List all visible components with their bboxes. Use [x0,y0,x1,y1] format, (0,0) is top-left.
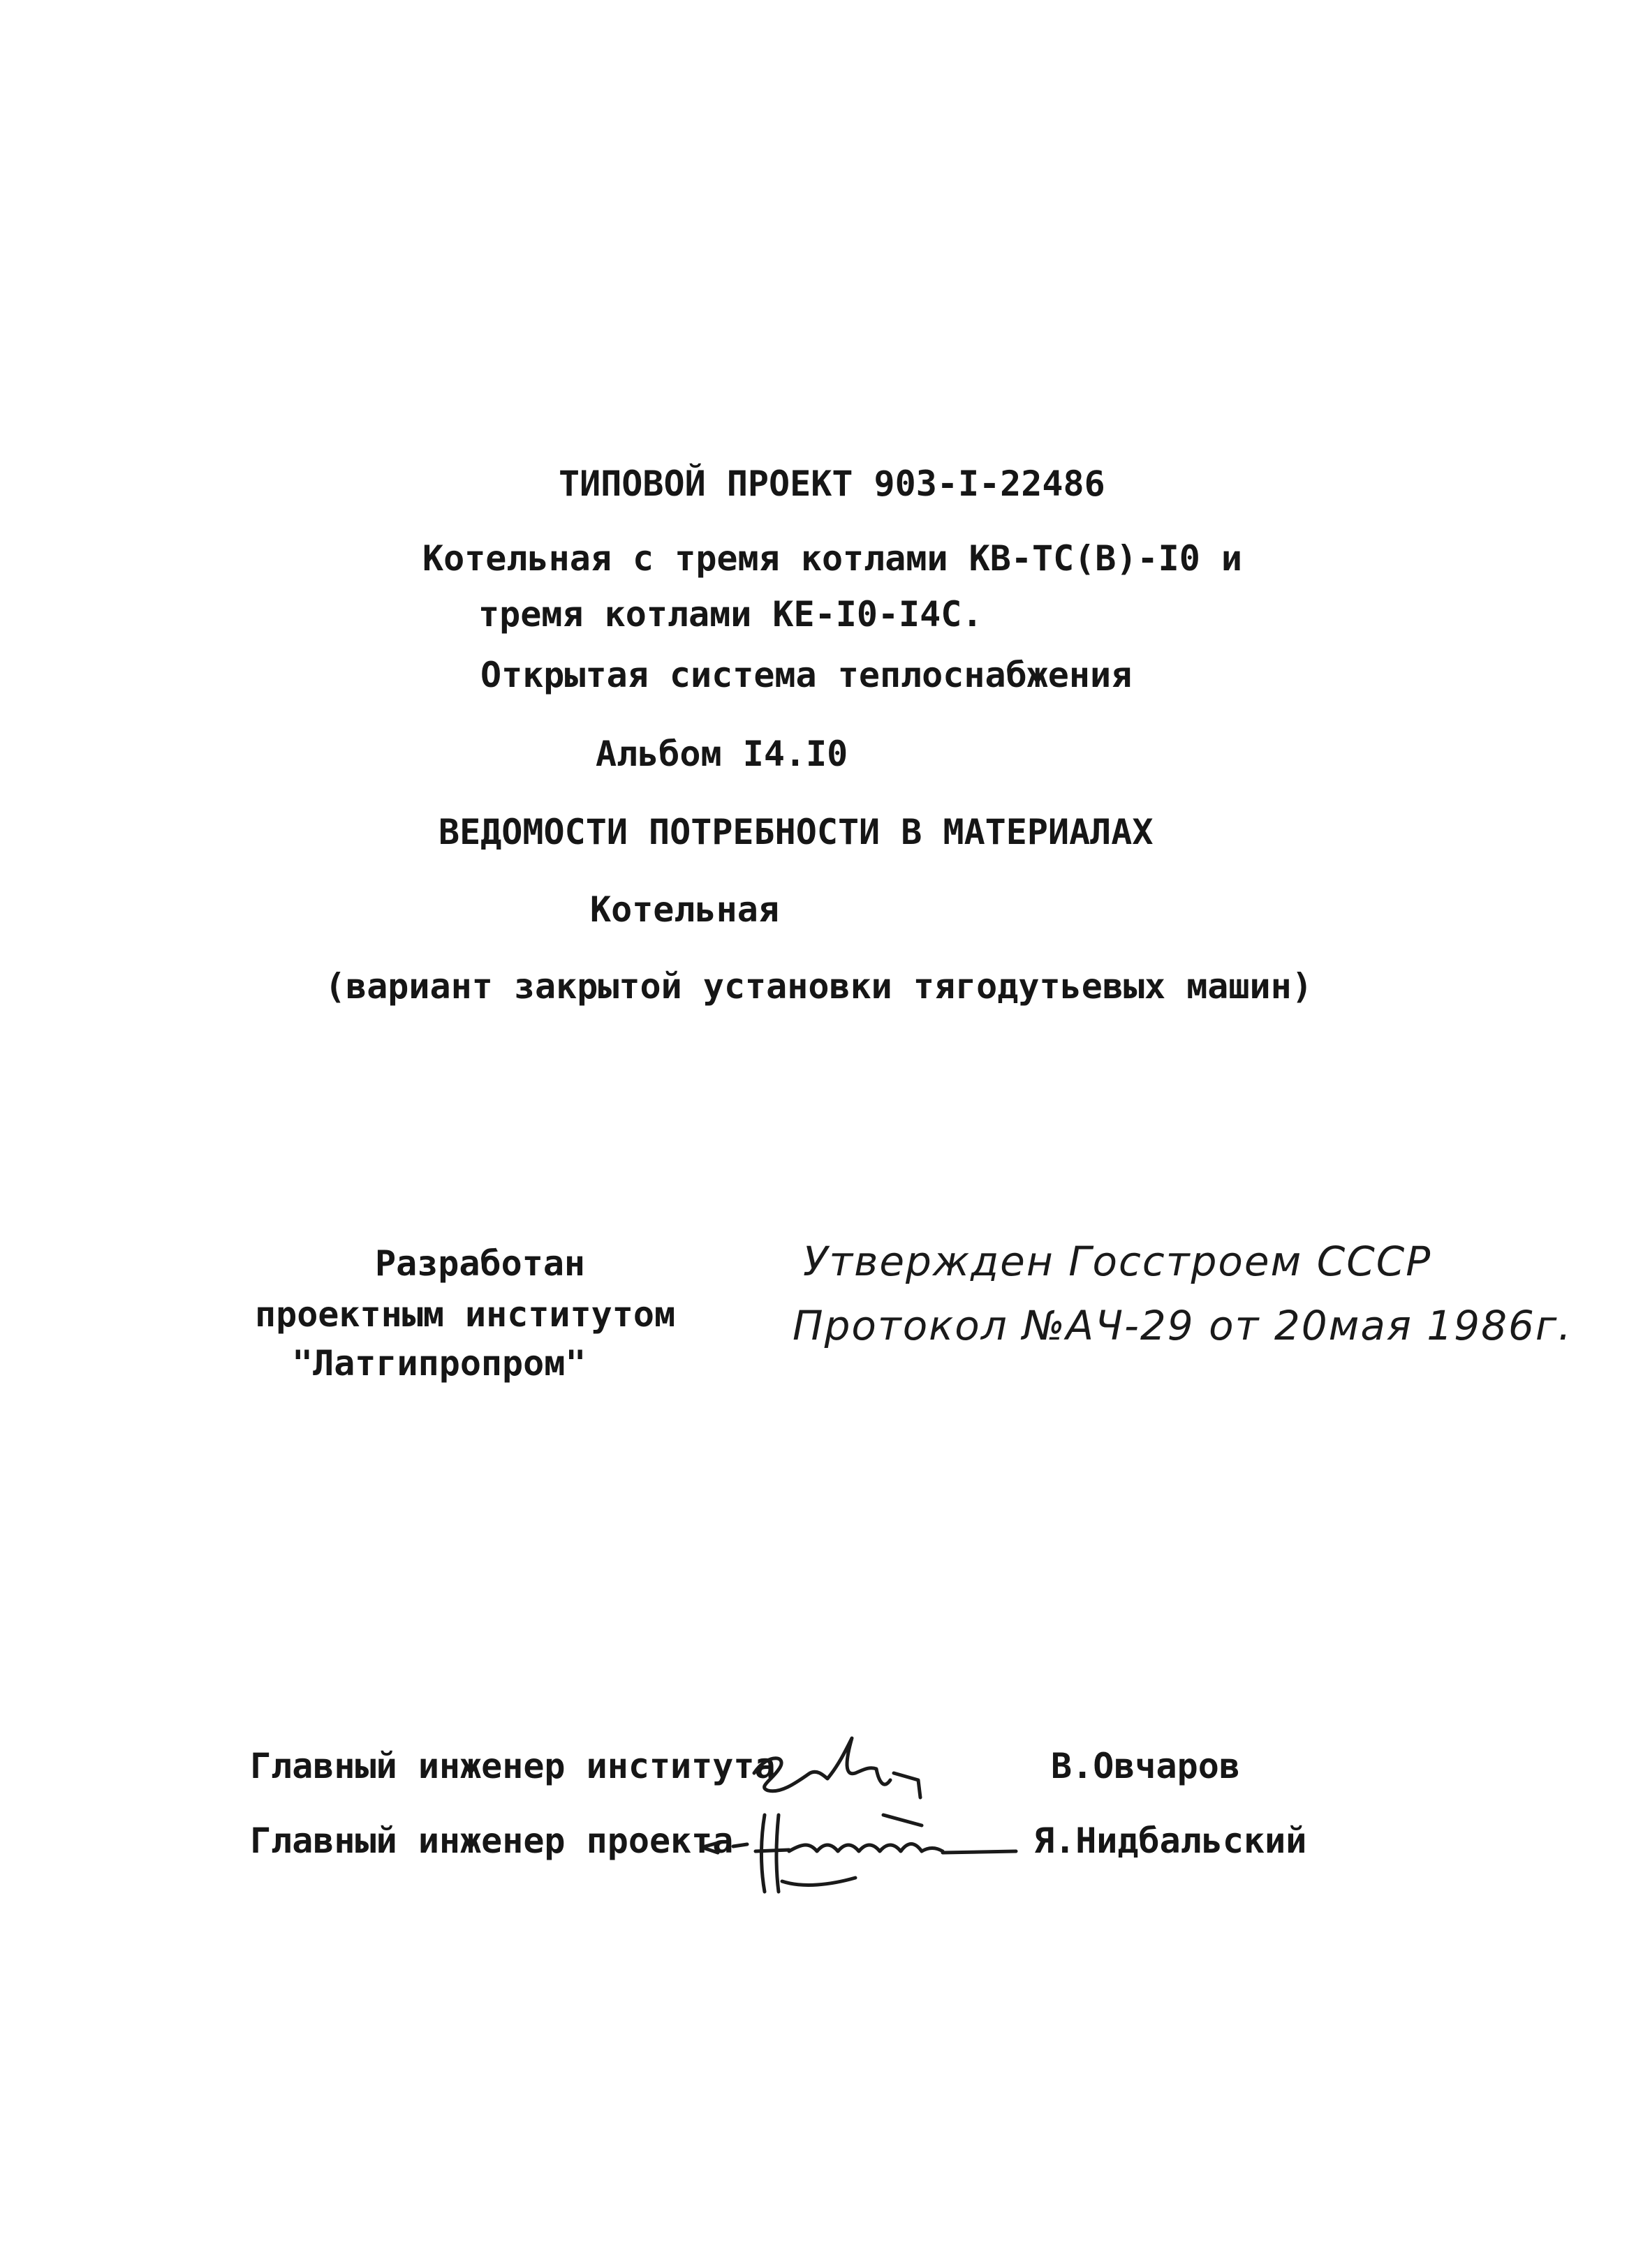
section-name: Котельная [590,889,779,930]
project-title: ТИПОВОЙ ПРОЕКТ 903-I-22486 [559,464,1105,504]
project-description-line2: тремя котлами КЕ-I0-I4С. [478,594,983,635]
chief-engineer-project-name: Я.Нидбальский [1033,1821,1307,1861]
developed-by-label: Разработан [375,1243,586,1284]
album-number: Альбом I4.I0 [596,734,848,774]
institute-name: "Латгипропром" [292,1343,587,1384]
chief-engineer-institute-name: В.Овчаров [1051,1746,1240,1786]
chief-engineer-project-signature [698,1794,1019,1899]
approval-protocol: Протокол №АЧ-29 от 20мая 1986г. [793,1302,1572,1349]
variant-note: (вариант закрытой установки тягодутьевых машин) [325,966,1313,1007]
heating-system-line: Открытая система теплоснабжения [480,655,1133,695]
project-description-line1: Котельная с тремя котлами КВ-ТС(В)-I0 и [422,538,1242,579]
chief-engineer-institute-label: Главный инженер института [250,1746,776,1786]
developed-by-institute-label: проектным институтом [255,1294,676,1335]
approval-line: Утвержден Госстроем СССР [803,1238,1432,1285]
chief-engineer-project-label: Главный инженер проекта [250,1821,734,1861]
document-subject: ВЕДОМОСТИ ПОТРЕБНОСТИ В МАТЕРИАЛАХ [439,812,1154,852]
